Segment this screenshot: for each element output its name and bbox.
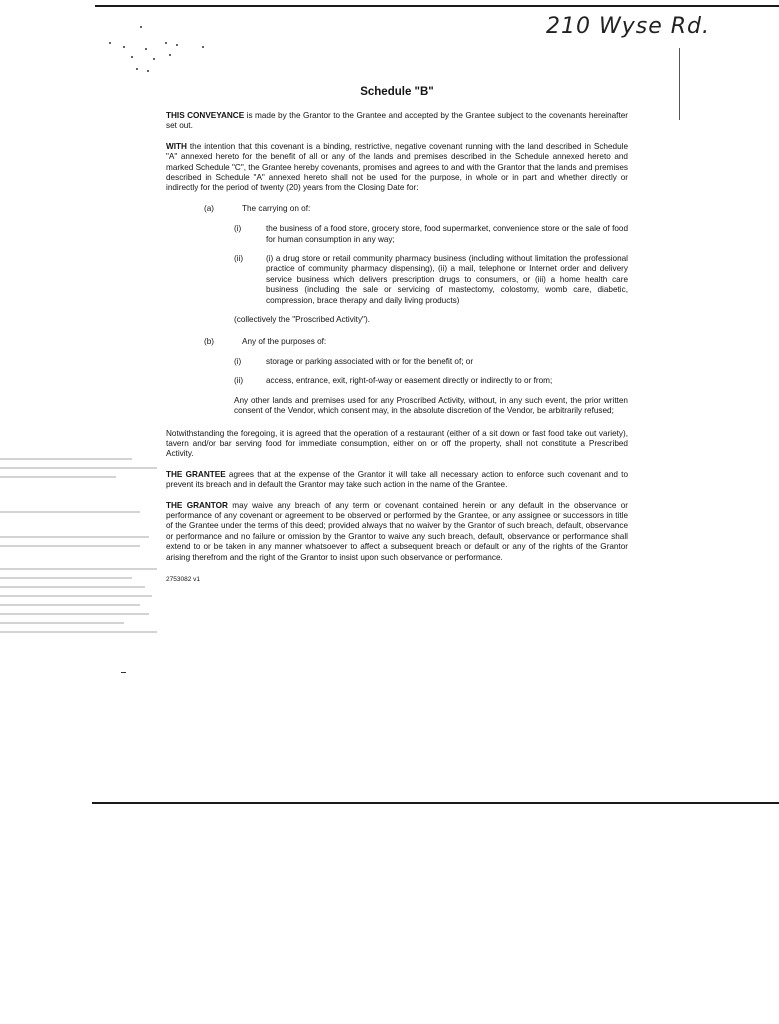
bleed-through-text xyxy=(0,458,165,640)
clause-a-item xyxy=(234,224,628,245)
document-id: 2753082 v1 xyxy=(166,576,200,583)
grantor-lead: THE GRANTOR xyxy=(166,500,228,510)
covenant-paragraph xyxy=(166,142,628,194)
top-rule xyxy=(95,5,779,7)
covenant-lead: WITH xyxy=(166,141,187,151)
scan-specks xyxy=(105,20,215,80)
clause-a-item-text: the business of a food store, grocery store, food supermarket, convenience store or the sale of food for human consumption in any way; xyxy=(266,224,628,244)
conveyance-lead: THIS CONVEYANCE xyxy=(166,111,245,120)
clause-b-text: Any of the purposes of: xyxy=(242,336,327,346)
handwritten-address: 210 Wyse Rd. xyxy=(546,14,710,39)
grantee-text: agrees that at the expense of the Grantor it will take all necessary action to enforce such covenant and to prevent its breach and in default the Grantor may take such action in the name of the Grantee. xyxy=(166,469,629,490)
covenant-text: the intention that this covenant is a binding, restrictive, negative covenant running with the land described in Schedule "A" annexed hereto for the benefit of all or any of the lands and premises described in the Schedule annexed hereto and marked Schedule "C", the Grantee hereby covenants, promises and agrees to and with the Grantor that the lands and premises described in Schedule "A" annexed hereto shall not be used for the purpose, in whole or in part and whether directly or indirectly for the period of twenty (20) years from the Closing Date for: xyxy=(166,141,628,193)
clause-a-label: (a) xyxy=(204,203,215,213)
clause-b-item xyxy=(234,357,628,367)
clause-b-item-number: (i) xyxy=(234,356,242,366)
grantee-lead: THE GRANTEE xyxy=(166,469,226,479)
clause-b-item-text: storage or parking associated with or for the benefit of; or xyxy=(266,356,474,366)
grantee-paragraph xyxy=(166,470,628,491)
schedule-title: Schedule "B" xyxy=(360,86,434,98)
clause-a-item-number: (i) xyxy=(234,224,242,234)
clause-a-item-text: (i) a drug store or retail community pharmacy business (including without limitation the professional practice of community pharmacy dispensing), (ii) a mail, telephone or Internet order and delivery service business which delivers prescription drugs to consumers, or (iii) a home health care business (including the sale or servicing of mastectomy, colostomy, womb care, diabetic, compression, brace therapy and daily living products) xyxy=(266,254,628,305)
clause-a-text: The carrying on of: xyxy=(242,203,311,213)
conveyance-text: is made by the Grantor to the Grantee and accepted by the Grantee subject to the covenants hereinafter set out. xyxy=(166,111,629,131)
conveyance-paragraph xyxy=(166,111,628,132)
grantor-paragraph xyxy=(166,501,628,563)
clause-b-item xyxy=(234,376,628,386)
schedule-b-document xyxy=(166,86,628,583)
grantor-text: may waive any breach of any term or covenant contained herein or any default in the observance or performance of any covenant or agreement to be observed or performed by the Grantee, or any assignee or successors in title of the Grantee under the terms of this deed; provided always that no waiver by the Grantor of such breach, default, observance or performance and no failure or omission by the Grantor to waive any such breach, default, observance or performance shall extend to or be taken in any manner whatsoever to affect a subsequent breach or default or any of the rights of the Grantor arising therefrom and the right of the Grantor to insist upon such observance or performance. xyxy=(166,500,628,562)
clause-a-item-number: (ii) xyxy=(234,254,244,264)
bottom-rule xyxy=(92,802,779,804)
margin-dash xyxy=(121,672,126,673)
clause-b-item-number: (ii) xyxy=(234,376,244,386)
margin-mark xyxy=(679,48,680,120)
clause-b-label: (b) xyxy=(204,336,215,346)
clause-b-item-text: access, entrance, exit, right-of-way or easement directly or indirectly to or from; xyxy=(266,376,553,386)
other-lands-clause: Any other lands and premises used for any Proscribed Activity, without, in any such event, the prior written consent of the Vendor, which consent may, in the absolute discretion of the Vendor, be arbitrarily refused; xyxy=(234,395,628,416)
clause-a-item xyxy=(234,254,628,306)
clause-a xyxy=(166,204,628,214)
restaurant-exception-paragraph: Notwithstanding the foregoing, it is agreed that the operation of a restaurant (either of a sit down or fast food take out variety), tavern and/or bar serving food for immediate consumption, either on or off the property, shall not constitute a Prescribed Activity. xyxy=(166,428,628,459)
clause-b xyxy=(166,337,628,347)
proscribed-activity-definition: (collectively the "Proscribed Activity"). xyxy=(234,315,370,325)
